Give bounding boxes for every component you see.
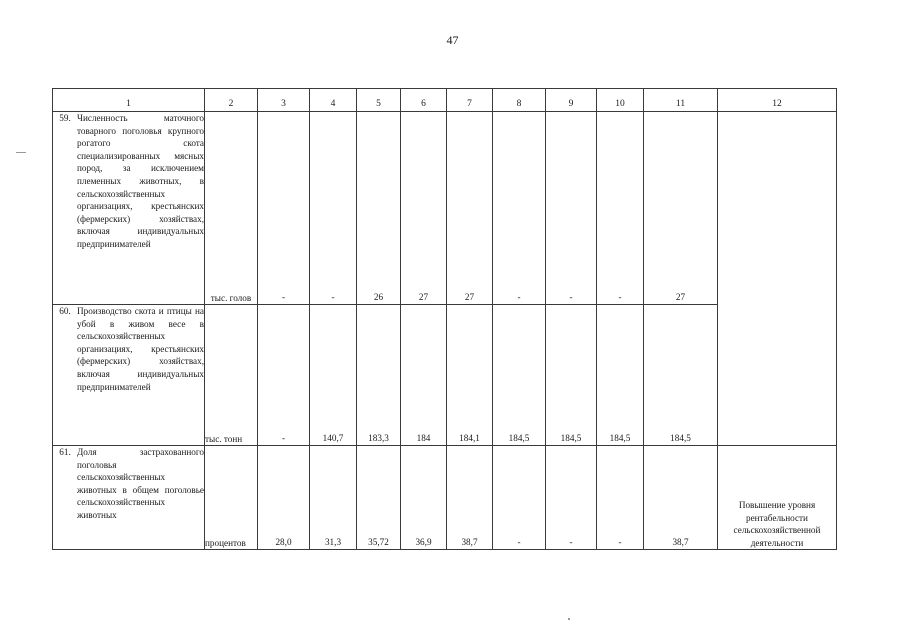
value-cell: 38,7 <box>644 446 718 550</box>
value-cell: - <box>258 112 310 305</box>
value-cell: 184,1 <box>447 305 493 446</box>
table-row <box>53 446 837 550</box>
unit-cell: тыс. тонн <box>205 305 258 446</box>
value-cell: 28,0 <box>258 446 310 550</box>
goal-cell: Повышение уровня рентабельности сельскохозяйственной деятельности <box>718 446 837 550</box>
value-cell: - <box>597 446 644 550</box>
indicators-table <box>52 88 837 550</box>
value-cell: - <box>597 112 644 305</box>
header-cell: 5 <box>357 89 401 112</box>
value-cell: 184,5 <box>644 305 718 446</box>
unit-cell: процентов <box>205 446 258 550</box>
scan-mark <box>568 618 570 620</box>
value-cell: - <box>546 446 597 550</box>
row-number: 61. <box>59 447 71 457</box>
header-cell: 7 <box>447 89 493 112</box>
value-cell: 27 <box>644 112 718 305</box>
header-cell: 8 <box>493 89 546 112</box>
value-cell: 36,9 <box>401 446 447 550</box>
value-cell: - <box>258 305 310 446</box>
indicator-name: Численность маточного товарного поголовья крупного рогатого скота специализированных мясных пород, за исключением племенных животных, в сельскохозяйственных организациях, крестьянских (фермерских) хозяйствах, включая индивидуальных предпринимателей <box>77 113 204 249</box>
value-cell: 140,7 <box>310 305 357 446</box>
scan-mark <box>16 152 26 153</box>
goal-cell-empty <box>718 112 837 446</box>
value-cell: 184,5 <box>546 305 597 446</box>
header-cell: 6 <box>401 89 447 112</box>
header-cell: 2 <box>205 89 258 112</box>
value-cell: 35,72 <box>357 446 401 550</box>
indicator-name: Доля застрахованного поголовья сельскохозяйственных животных в общем поголовье сельскохозяйственных животных <box>77 447 204 520</box>
header-cell: 4 <box>310 89 357 112</box>
page-number: 47 <box>446 33 459 47</box>
header-cell: 1 <box>53 89 205 112</box>
indicator-name-cell <box>53 112 205 305</box>
header-cell: 10 <box>597 89 644 112</box>
unit-cell: тыс. голов <box>205 112 258 305</box>
header-cell: 12 <box>718 89 837 112</box>
value-cell: - <box>546 112 597 305</box>
indicator-name-cell <box>53 446 205 550</box>
value-cell: 27 <box>401 112 447 305</box>
indicator-name-cell <box>53 305 205 446</box>
header-row <box>53 89 837 112</box>
value-cell: - <box>310 112 357 305</box>
value-cell: 26 <box>357 112 401 305</box>
value-cell: - <box>493 112 546 305</box>
value-cell: - <box>493 446 546 550</box>
value-cell: 38,7 <box>447 446 493 550</box>
value-cell: 184,5 <box>493 305 546 446</box>
header-cell: 3 <box>258 89 310 112</box>
value-cell: 183,3 <box>357 305 401 446</box>
header-cell: 11 <box>644 89 718 112</box>
value-cell: 31,3 <box>310 446 357 550</box>
value-cell: 27 <box>447 112 493 305</box>
value-cell: 184,5 <box>597 305 644 446</box>
row-number: 60. <box>59 306 71 316</box>
header-cell: 9 <box>546 89 597 112</box>
indicator-name: Производство скота и птицы на убой в живом весе в сельскохозяйственных организациях, крестьянских (фермерских) хозяйствах, включая индивидуальных предпринимателей <box>77 306 204 392</box>
row-number: 59. <box>59 113 71 123</box>
value-cell: 184 <box>401 305 447 446</box>
table-row <box>53 112 837 305</box>
